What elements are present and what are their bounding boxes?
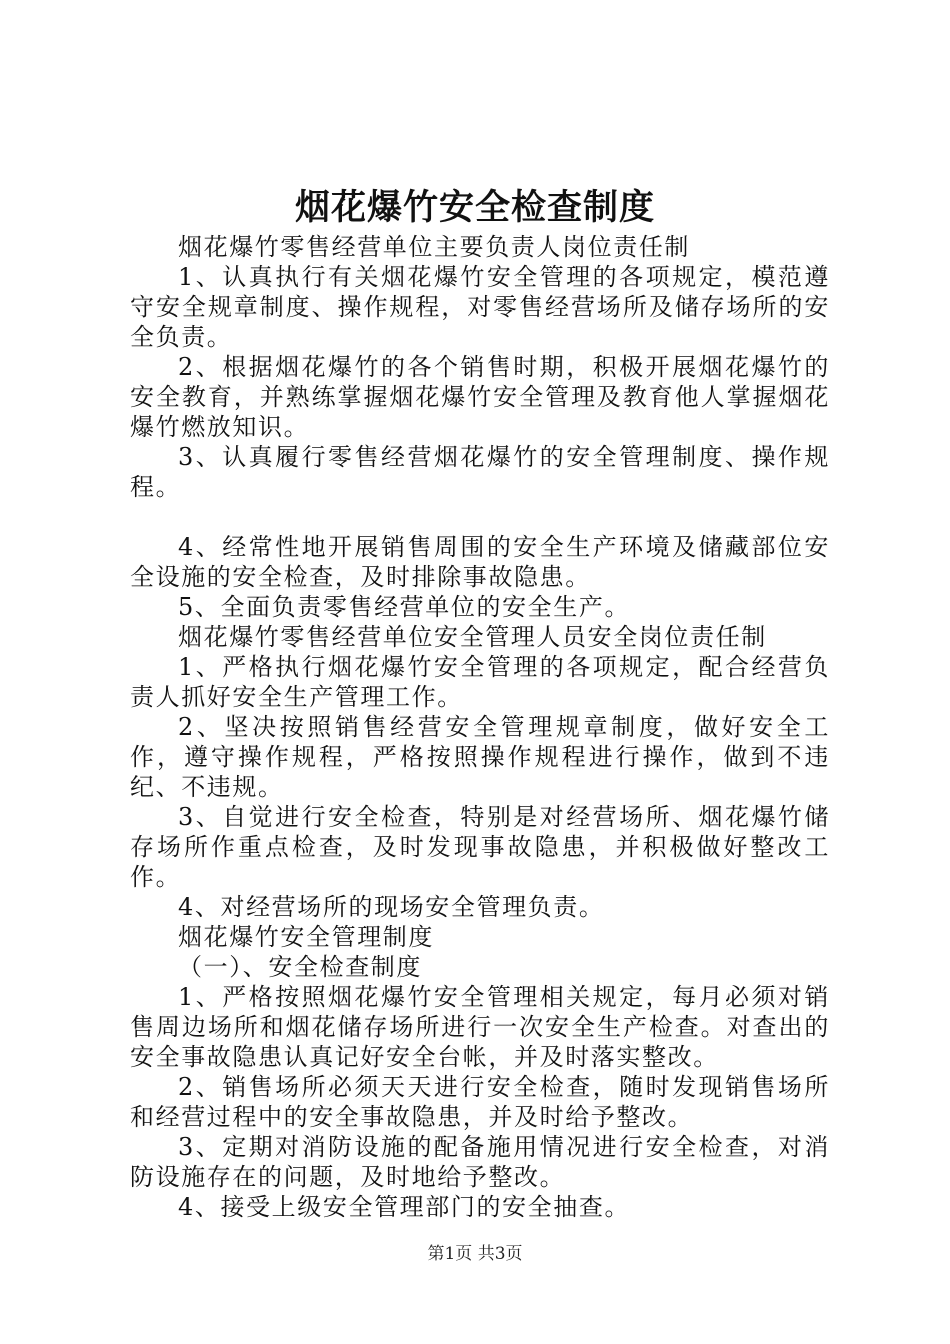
section-heading: 烟花爆竹零售经营单位主要负责人岗位责任制 bbox=[178, 233, 690, 261]
section-heading: 烟花爆竹安全管理制度 bbox=[178, 923, 434, 951]
paragraph: 1、认真执行有关烟花爆竹安全管理的各项规定，模范遵守安全规章制度、操作规程，对零售经营场所及储存场所的安全负责。 bbox=[130, 263, 830, 351]
paragraph: 3、自觉进行安全检查，特别是对经营场所、烟花爆竹储存场所作重点检查，及时发现事故隐患，并积极做好整改工作。 bbox=[130, 803, 830, 891]
subsection-heading: （一）、安全检查制度 bbox=[178, 953, 422, 981]
paragraph: 2、坚决按照销售经营安全管理规章制度，做好安全工作，遵守操作规程，严格按照操作规程进行操作，做到不违纪、不违规。 bbox=[130, 713, 830, 801]
paragraph: 4、经常性地开展销售周围的安全生产环境及储藏部位安全设施的安全检查，及时排除事故隐患。 bbox=[130, 533, 830, 591]
paragraph: 4、接受上级安全管理部门的安全抽查。 bbox=[178, 1193, 631, 1221]
paragraph: 1、严格执行烟花爆竹安全管理的各项规定，配合经营负责人抓好安全生产管理工作。 bbox=[130, 653, 830, 711]
document-title: 烟花爆竹安全检查制度 bbox=[294, 187, 655, 228]
document-body bbox=[130, 232, 830, 1222]
paragraph: 3、定期对消防设施的配备施用情况进行安全检查，对消防设施存在的问题，及时地给予整改。 bbox=[130, 1133, 830, 1191]
section-heading: 烟花爆竹零售经营单位安全管理人员安全岗位责任制 bbox=[178, 623, 767, 651]
paragraph: 2、根据烟花爆竹的各个销售时期，积极开展烟花爆竹的安全教育，并熟练掌握烟花爆竹安全管理及教育他人掌握烟花爆竹燃放知识。 bbox=[130, 353, 830, 441]
paragraph: 1、严格按照烟花爆竹安全管理相关规定，每月必须对销售周边场所和烟花储存场所进行一次安全生产检查。对查出的安全事故隐患认真记好安全台帐，并及时落实整改。 bbox=[130, 983, 830, 1071]
page-number: 第1页 共3页 bbox=[427, 1244, 523, 1264]
paragraph: 2、销售场所必须天天进行安全检查，随时发现销售场所和经营过程中的安全事故隐患，并及时给予整改。 bbox=[130, 1073, 830, 1131]
paragraph: 4、对经营场所的现场安全管理负责。 bbox=[178, 893, 605, 921]
paragraph: 3、认真履行零售经营烟花爆竹的安全管理制度、操作规程。 bbox=[130, 443, 830, 501]
paragraph: 5、全面负责零售经营单位的安全生产。 bbox=[178, 593, 631, 621]
